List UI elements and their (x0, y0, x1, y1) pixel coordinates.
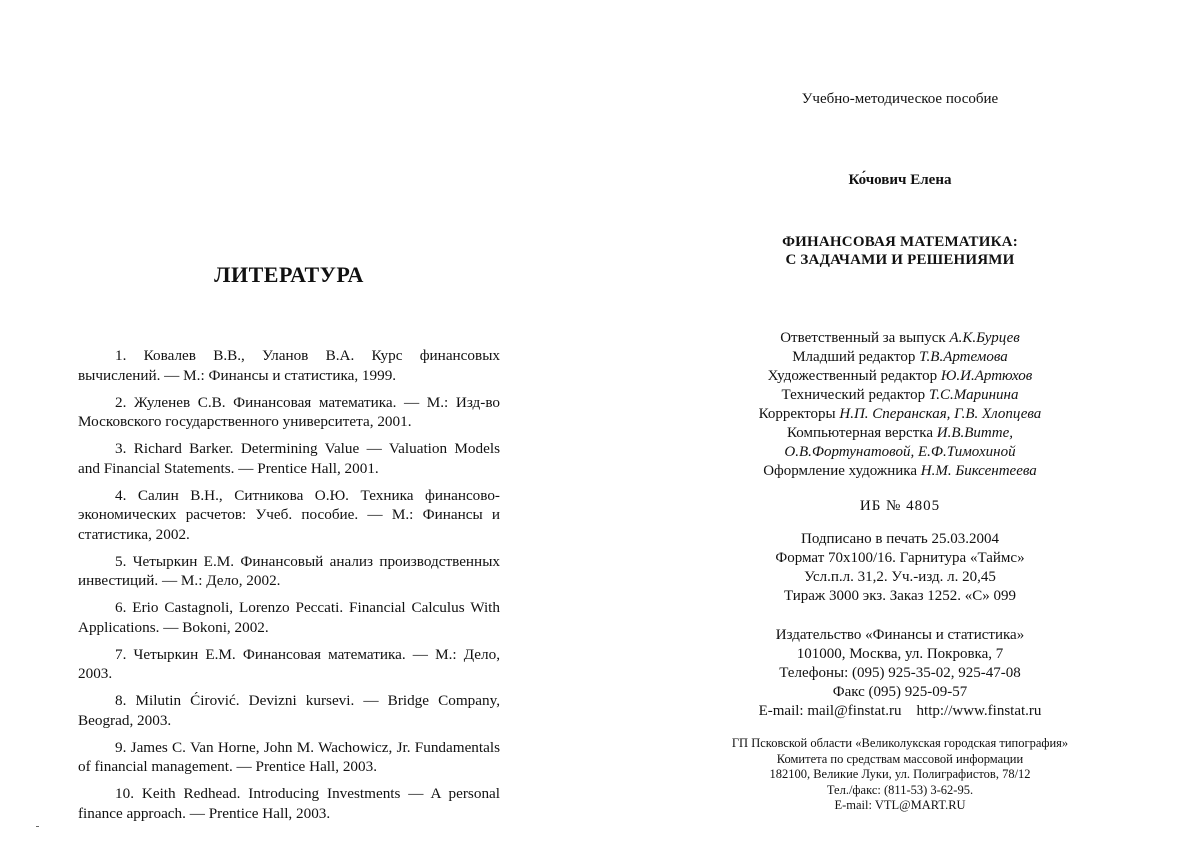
reference-item: 2. Жуленев С.В. Финансовая математика. — М.: Изд-во Московского государственного университета, 2001. (78, 393, 500, 430)
printer-line: E-mail: VTL@MART.RU (834, 798, 966, 812)
publisher-line: Телефоны: (095) 925-35-02, 925-47-08 (779, 665, 1021, 681)
credit-role: Компьютерная верстка (787, 425, 933, 441)
credit-line (600, 405, 1200, 424)
printer-line: Комитета по средствам массовой информации (776, 751, 1024, 766)
book-author: Ко́чович Елена (848, 172, 952, 188)
credit-line (600, 386, 1200, 405)
ib-number: ИБ № 4805 (859, 498, 941, 514)
book-title-line: С ЗАДАЧАМИ И РЕШЕНИЯМИ (785, 252, 1015, 268)
credit-line (600, 367, 1200, 386)
credit-role: Ответственный за выпуск (780, 330, 946, 346)
publisher-line: 101000, Москва, ул. Покровка, 7 (796, 646, 1004, 662)
credit-name: Н.П. Сперанская, Г.В. Хлопцева (839, 406, 1042, 422)
right-page (600, 0, 1200, 850)
publisher-line: Издательство «Финансы и статистика» (775, 627, 1025, 643)
printer-line: ГП Псковской области «Великолукская городская типография» (731, 736, 1069, 750)
reference-item: 7. Четыркин Е.М. Финансовая математика. — М.: Дело, 2003. (78, 645, 500, 682)
credit-name: Н.М. Биксентеева (920, 463, 1037, 479)
publisher-line: E-mail: mail@finstat.ru http://www.finstat.ru (758, 703, 1042, 719)
reference-item: 10. Keith Redhead. Introducing Investments — A personal finance approach. — Prentice Hall, 2003. (78, 785, 500, 822)
reference-item: 6. Erio Castagnoli, Lorenzo Peccati. Financial Calculus With Applications. — Bokoni, 2002. (78, 599, 500, 636)
credit-role: Технический редактор (781, 387, 926, 403)
credit-role: Младший редактор (792, 349, 916, 365)
book-title (600, 233, 1200, 269)
reference-item: 4. Салин В.Н., Ситникова О.Ю. Техника финансово-экономических расчетов: Учеб. пособие. — М.: Финансы и статистика, 2002. (78, 486, 500, 543)
print-info-line: Подписано в печать 25.03.2004 (801, 531, 999, 547)
reference-list (78, 346, 500, 831)
credit-line (600, 443, 1200, 462)
credit-role: Корректоры (758, 406, 836, 422)
reference-item: 3. Richard Barker. Determining Value — Valuation Models and Financial Statements. — Prentice Hall, 2001. (78, 440, 500, 477)
publisher-info (600, 626, 1200, 721)
credit-line (600, 348, 1200, 367)
credit-line (600, 424, 1200, 443)
printer-line: Тел./факс: (811-53) 3-62-95. (826, 782, 974, 797)
printer-line: 182100, Великие Луки, ул. Полиграфистов, 78/12 (769, 767, 1031, 781)
book-title-line: ФИНАНСОВАЯ МАТЕМАТИКА: (782, 234, 1018, 250)
credit-line (600, 462, 1200, 481)
credit-role: Художественный редактор (767, 368, 938, 384)
credit-name: О.В.Фортунатовой, Е.Ф.Тимохиной (784, 444, 1016, 460)
credit-name: Ю.И.Артюхов (940, 368, 1033, 384)
publisher-line: Факс (095) 925-09-57 (832, 684, 968, 700)
credit-line (600, 329, 1200, 348)
reference-item: 5. Четыркин Е.М. Финансовый анализ производственных инвестиций. — М.: Дело, 2002. (78, 552, 500, 589)
reference-item: 9. James C. Van Horne, John M. Wachowicz, Jr. Fundamentals of financial management. — Prentice Hall, 2003. (78, 738, 500, 775)
credits-block (600, 329, 1200, 481)
credit-name: Т.В.Артемова (919, 349, 1008, 365)
scan-speck (36, 826, 39, 827)
literature-title: ЛИТЕРАТУРА (214, 262, 364, 287)
credit-name: А.К.Бурцев (949, 330, 1020, 346)
credit-name: Т.С.Маринина (928, 387, 1019, 403)
print-info (600, 530, 1200, 606)
print-info-line: Тираж 3000 экз. Заказ 1252. «С» 099 (783, 588, 1017, 604)
credit-name: И.В.Витте, (936, 425, 1013, 441)
printer-info (600, 736, 1200, 814)
print-info-line: Формат 70x100/16. Гарнитура «Таймс» (775, 550, 1025, 566)
reference-item: 1. Ковалев В.В., Уланов В.А. Курс финансовых вычислений. — М.: Финансы и статистика, 1999. (78, 347, 500, 384)
book-genre: Учебно-методическое пособие (801, 91, 999, 107)
credit-role: Оформление художника (763, 463, 918, 479)
print-info-line: Усл.п.л. 31,2. Уч.-изд. л. 20,45 (804, 569, 996, 585)
reference-item: 8. Milutin Ćirović. Devizni kursevi. — Bridge Company, Beograd, 2003. (78, 692, 500, 729)
